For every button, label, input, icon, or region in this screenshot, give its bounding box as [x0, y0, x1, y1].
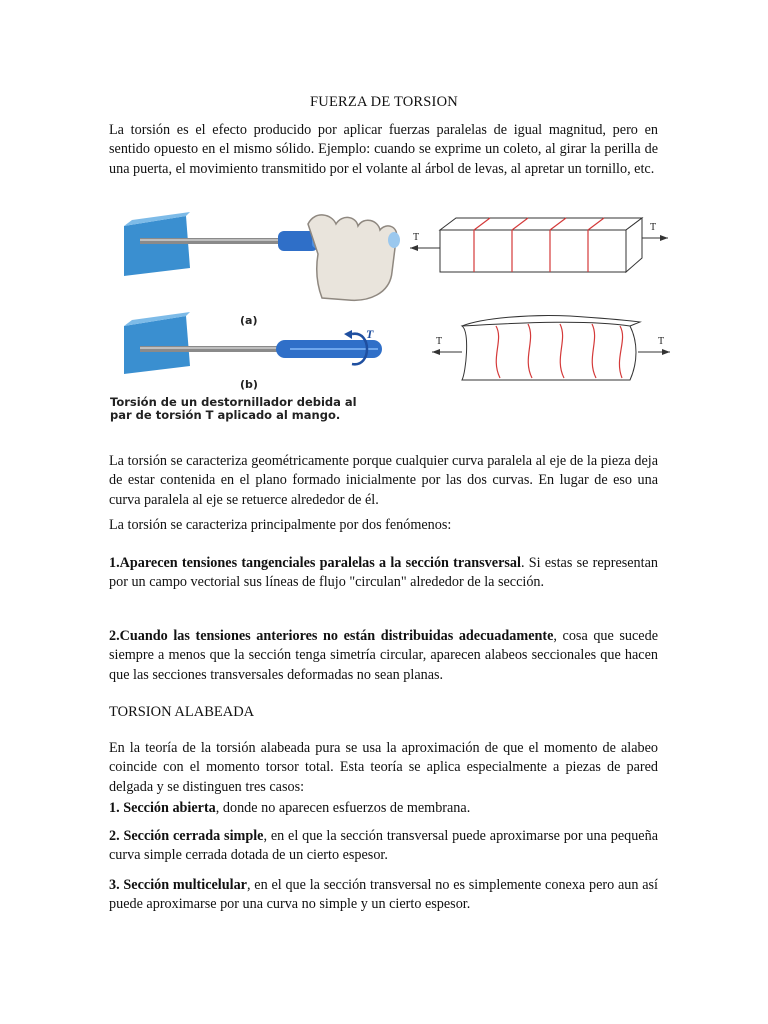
- phenomena-paragraph: La torsión se caracteriza principalmente por dos fenómenos:: [109, 517, 452, 533]
- figure-caption: Torsión de un destornillador debida al par de torsión T aplicado al mango.: [110, 395, 357, 422]
- case-2-paragraph: [109, 827, 658, 866]
- wall-a: [124, 216, 190, 276]
- deformed-bar: [432, 315, 670, 380]
- svg-text:T: T: [658, 336, 665, 347]
- case-3-text: , en el que la sección transversal no es simplemente conexa pero aun así puede aproximarse por una curva no simple y un cierto espesor.: [109, 877, 658, 913]
- case-3-bold: 3. Sección multicelular: [109, 877, 247, 893]
- case-1-paragraph: [109, 799, 658, 818]
- svg-text:T: T: [413, 232, 420, 243]
- item-1-text: . Si estas se representan por un campo vectorial sus líneas de flujo "circulan" alrededor de la sección.: [109, 555, 658, 591]
- figure-label-a: (a): [240, 314, 258, 327]
- case-2-bold: 2. Sección cerrada simple: [109, 828, 264, 844]
- shaft-b: [140, 346, 280, 352]
- undeformed-bar: [410, 218, 668, 272]
- torque-symbol: T: [366, 327, 374, 341]
- section-heading-alabeada: TORSION ALABEADA: [109, 704, 255, 720]
- page-title: FUERZA DE TORSION: [310, 94, 458, 110]
- alabeada-paragraph: En la teoría de la torsión alabeada pura se usa la aproximación de que el momento de alabeo coincide con el momento torsor total. Esta teoría se aplica especialmente a piezas de pared delgada y se distinguen tres casos:: [109, 740, 658, 795]
- geometric-paragraph: La torsión se caracteriza geométricamente porque cualquier curva paralela al eje de la pieza deja de estar contenida en el plano formado inicialmente por las dos curvas. En lugar de eso una curva paralela al eje se retuerce alrededor de él.: [109, 453, 658, 508]
- case-1-text: , donde no aparecen esfuerzos de membrana.: [215, 800, 471, 816]
- case-3-paragraph: [109, 876, 658, 915]
- item-2-paragraph: [109, 627, 658, 685]
- item-1-paragraph: [109, 554, 658, 593]
- case-1-bold: 1. Sección abierta: [109, 800, 216, 816]
- svg-text:T: T: [436, 336, 443, 347]
- item-2-text: , cosa que sucede siempre a menos que la sección tenga simetría circular, aparecen alabeos seccionales que hacen que las secciones transversales deformadas no sean planas.: [109, 628, 659, 683]
- shaft-a: [140, 238, 280, 244]
- case-2-text: , en el que la sección transversal puede aproximarse por una pequeña curva simple cerrada dotada de un cierto espesor.: [109, 828, 659, 864]
- item-1-bold: 1.Aparecen tensiones tangenciales paralelas a la sección transversal: [109, 555, 521, 571]
- intro-paragraph: La torsión es el efecto producido por aplicar fuerzas paralelas de igual magnitud, pero en sentido opuesto en el mismo sólido. Ejemplo: cuando se exprime un coleto, al girar la perilla de una puerta, el movimiento transmitido por el volante al árbol de levas, al apretar un tornillo, etc.: [109, 122, 658, 177]
- svg-text:T: T: [650, 222, 657, 233]
- figure-label-b: (b): [240, 378, 258, 391]
- wall-b: [124, 316, 190, 374]
- hand-a: [308, 215, 397, 300]
- item-2-bold: 2.Cuando las tensiones anteriores no están distribuidas adecuadamente: [109, 628, 554, 644]
